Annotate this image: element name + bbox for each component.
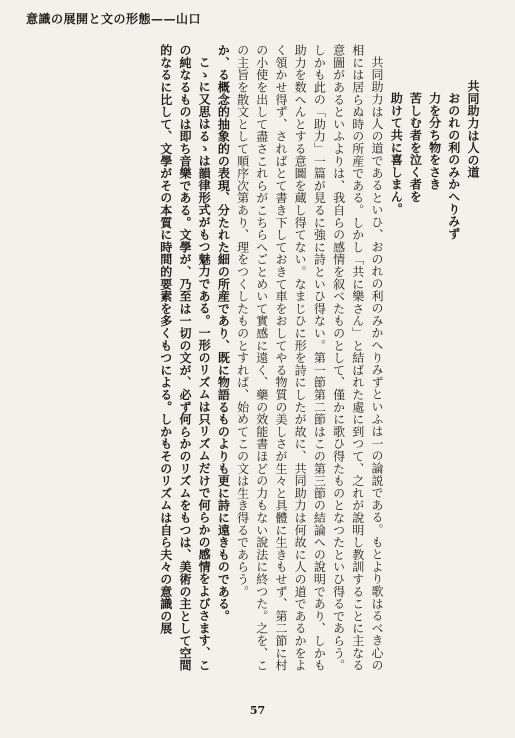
poem-line-2: 力を分ち物をさき: [427, 92, 442, 191]
paragraph-3: こゝに又思はるゝは韻律形式がもつ魅力である。一形のリズムは只リズムだけで何らかの感情をよびさます、この純なるものは即ち音樂である。文學が、乃至は一切の文が、必ず何らかのリズムをもつは、美術の主として空間的なるに比して、文學がその本質に時間的要素を多くもつによる。しかもそのリズムは自ら夫々の意識の展: [158, 44, 212, 672]
poem-line-4: 助けて共に喜しまん。: [389, 92, 404, 215]
paragraph-1: 共同助力は人の道であるといひ、おのれの利のみかへりみずといふは一の論説である。もとより歌はるべき心の相には居らぬ時の所産である。しかし「共に樂さん」と結ばれた處に到つて、之れが說明し教訓することに主なる意圖があるといふよりは、我自らの感情を叙べたものとして、僅かに歌ひ得たものとなつたといひ得るであらう。しかも此の「助力」一篇が見るに強に詩といひ得ない。第一節第二節はこの第三節の結論への說明であり、しかも助力を数へんとする意圖を蔵し得てない。なまじひに形を詩にしたが故に、共同助力は何故に人の道であるかをよく領かせ得ず、さればとて書き下しておきて車をおしてやる物質の美しさが生々と具體に生きもせず、第二節に村の小使を出して盡さこれらがこちらへごとめいて實感に遠く、藥の效能書ほどの力もない說法に終つた。之を、この主旨を散文として順序次第あり、理をつくしたものとすれば、始めてこの文は生き得るであらう。: [235, 44, 384, 672]
poem-line-3: 苦しむ者を泣く者を: [408, 92, 423, 203]
paragraph-2: か、る概念的抽象的の表現、分たれた細の所産であり、既に物語るものよりも更に詩に遠きものである。: [216, 44, 231, 623]
poem-title: 共同助力は人の道: [466, 80, 480, 179]
page-number: 57: [249, 704, 266, 717]
running-header: 意識の展開と文の形態——山口: [26, 12, 202, 26]
poem-line-1: おのれの利のみかへりみず: [446, 92, 461, 240]
vertical-body-text: [30, 44, 482, 672]
